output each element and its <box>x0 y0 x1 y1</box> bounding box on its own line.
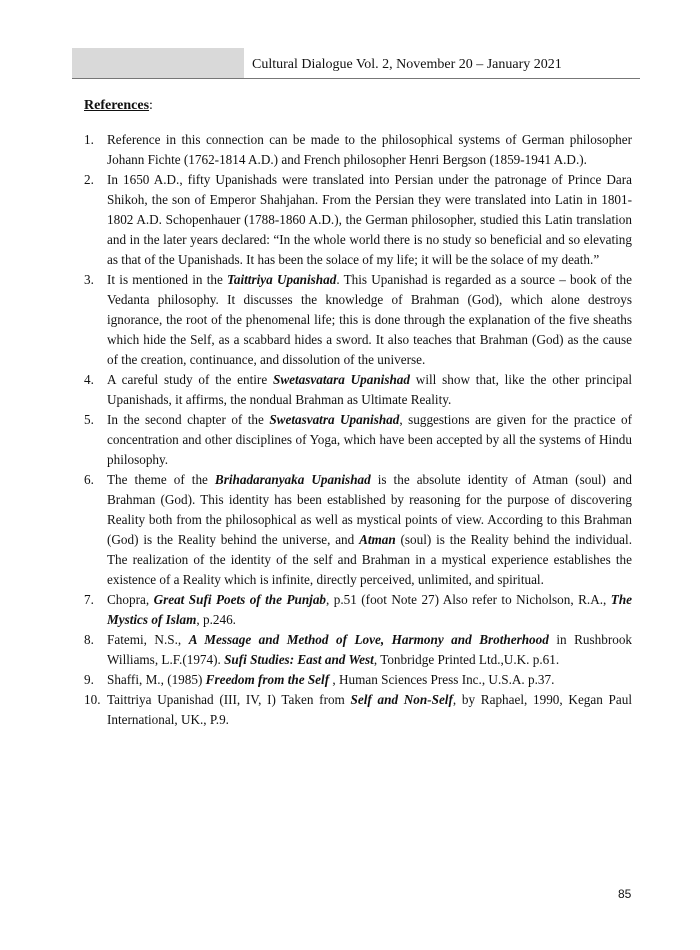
reference-text: It is mentioned in the <box>107 272 228 287</box>
running-header <box>72 48 640 79</box>
reference-title: Atman <box>359 532 396 547</box>
reference-text: In the second chapter of the <box>107 412 270 427</box>
reference-title: Brihadaranyaka Upanishad <box>214 472 371 487</box>
reference-item <box>84 690 632 730</box>
reference-text: Reference in this connection can be made to the philosophical systems of German philosopher Johann Fichte (1762-1814 A.D.) and French philosopher Henri Bergson (1859-1941 A.D.). <box>107 132 632 167</box>
journal-title: Cultural Dialogue Vol. 2, November 20 – January 2021 <box>252 57 562 72</box>
reference-text: , suggestions are given for the practice of concentration and other disciplines of Yoga, which have been accepted by all the systems of Hindu philosophy. <box>107 412 632 467</box>
reference-number: 10. <box>84 692 101 707</box>
reference-item <box>84 410 632 470</box>
reference-text: , Tonbridge Printed Ltd.,U.K. p.61. <box>373 652 560 667</box>
reference-number: 3. <box>84 272 94 287</box>
reference-title: Swetasvatara Upanishad <box>273 372 410 387</box>
reference-text: In 1650 A.D., fifty Upanishads were translated into Persian under the patronage of Prince Dara Shikoh, the son of Emperor Shahjahan. From the Persian they were translated into Latin in 1801-1802 A.D. Schopenhauer (1788-1860 A.D.), the German philosopher, studied this Latin translation and in the later years declared: “In the whole world there is no study so beneficial and so elevating as that of the Upanishads. It has been the solace of my life; it will be the solace of my death.” <box>107 172 632 267</box>
reference-title: The Mystics of Islam <box>107 592 633 627</box>
reference-text: . This Upanishad is regarded as a source – book of the Vedanta philosophy. It discusses the knowledge of Brahman (God), which alone destroys ignorance, the root of the phenomenal life; this is done through the explanation of the five sheaths which hide the Self, as a scabbard hides a sword. It also teaches that Brahman (God) as the cause of the creation, continuance, and dissolution of the universe. <box>107 272 632 367</box>
reference-text: Fatemi, N.S., <box>107 632 189 647</box>
reference-text: A careful study of the entire <box>107 372 273 387</box>
reference-text: is the absolute identity of Atman (soul) and Brahman (God). This identity has been established by reasoning for the purpose of discovering Reality both from the philosophical as well as mystical points of view. According to this Brahman (God) is the Reality behind the universe, and <box>107 472 633 547</box>
reference-title: Sufi Studies: East and West <box>224 652 374 667</box>
reference-number: 1. <box>84 132 94 147</box>
page-number: 85 <box>618 887 632 901</box>
reference-number: 4. <box>84 372 94 387</box>
reference-number: 6. <box>84 472 94 487</box>
reference-item <box>84 270 632 370</box>
reference-title: Taittriya Upanishad <box>227 272 337 287</box>
references-heading: References <box>84 98 150 113</box>
reference-item <box>84 590 632 630</box>
reference-text: Chopra, <box>107 592 154 607</box>
reference-number: 8. <box>84 632 94 647</box>
reference-title: Freedom from the Self <box>205 672 330 687</box>
reference-text: , by Raphael, 1990, Kegan Paul International, UK., P.9. <box>107 692 633 727</box>
reference-number: 9. <box>84 672 94 687</box>
reference-title: A Message and Method of Love, Harmony and Brotherhood <box>188 632 549 647</box>
reference-text: Taittriya Upanishad (III, IV, I) Taken from <box>107 692 351 707</box>
heading-colon: : <box>149 98 153 113</box>
reference-text: Shaffi, M., (1985) <box>107 672 206 687</box>
header-grey-band <box>72 48 244 78</box>
reference-item <box>84 130 632 170</box>
reference-item <box>84 170 632 270</box>
reference-text: will show that, like the other principal Upanishads, it affirms, the nondual Brahman as Ultimate Reality. <box>107 372 632 407</box>
reference-title: Self and Non-Self <box>350 692 453 707</box>
reference-text: in Rushbrook Williams, L.F.(1974). <box>107 632 633 667</box>
reference-item <box>84 370 632 410</box>
reference-number: 7. <box>84 592 94 607</box>
reference-item <box>84 670 632 690</box>
reference-title: Great Sufi Poets of the Punjab <box>153 592 327 607</box>
reference-text: , Human Sciences Press Inc., U.S.A. p.37. <box>329 672 555 687</box>
reference-text: , p.246. <box>196 612 236 627</box>
references-heading-line <box>84 98 153 114</box>
reference-text: The theme of the <box>107 472 215 487</box>
reference-text: , p.51 (foot Note 27) Also refer to Nicholson, R.A., <box>326 592 611 607</box>
reference-item <box>84 630 632 670</box>
reference-number: 5. <box>84 412 94 427</box>
reference-title: Swetasvatra Upanishad <box>269 412 400 427</box>
reference-number: 2. <box>84 172 94 187</box>
reference-text: (soul) is the Reality behind the individual. The realization of the identity of the self and Brahman in a mystical experience establishes the existence of a Reality which is infinite, directly perceived, unlimited, and spiritual. <box>107 532 632 587</box>
reference-item <box>84 470 632 590</box>
references-list <box>84 130 632 730</box>
